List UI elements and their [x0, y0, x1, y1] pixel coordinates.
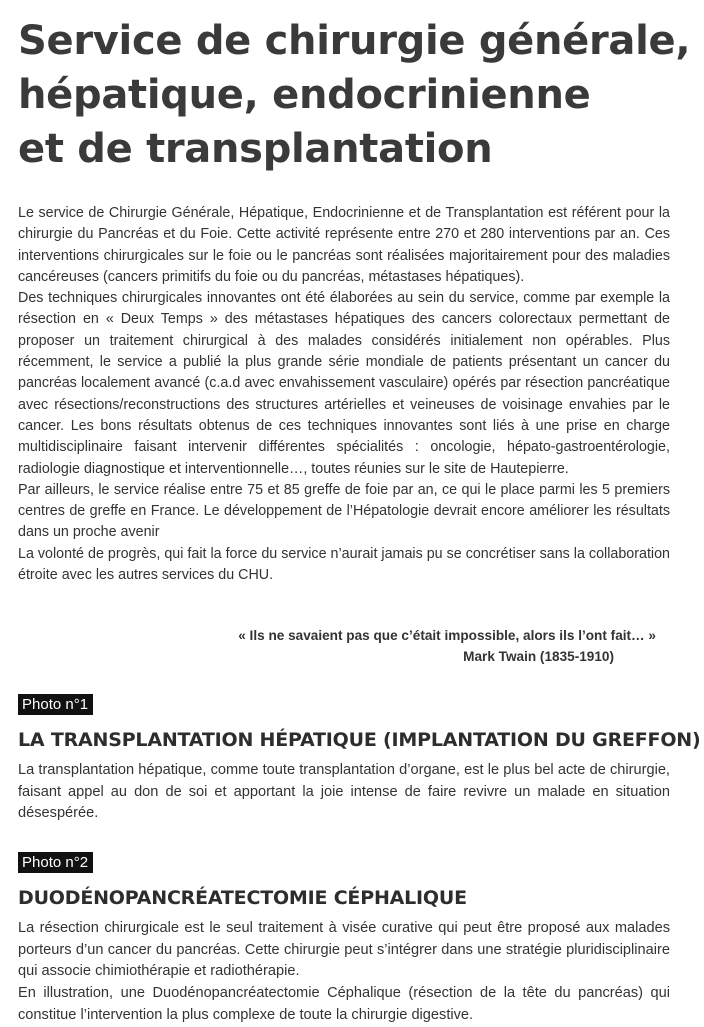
photo-2-badge: Photo n°2 [18, 852, 93, 873]
title-line-2: hépatique, endocrinienne [18, 72, 591, 118]
quote-text: « Ils ne savaient pas que c’était impossible, alors ils l’ont fait… » [238, 628, 656, 643]
page-title [18, 14, 691, 176]
title-line-3: et de transplantation [18, 126, 493, 172]
intro-paragraph-4: La volonté de progrès, qui fait la force du service n’aurait jamais pu se concrétiser sans la collaboration étroite avec les autres services du CHU. [18, 545, 670, 584]
title-line-1: Service de chirurgie générale, [18, 18, 691, 64]
photo-2-paragraph-2: En illustration, une Duodénopancréatectomie Céphalique (résection de la tête du pancréas) qui constitue l’intervention la plus complexe de toute la chirurgie digestive. [18, 985, 670, 1023]
intro-text [18, 203, 670, 586]
photo-2-text [18, 918, 670, 1027]
photo-1-heading: LA TRANSPLANTATION HÉPATIQUE (IMPLANTATION DU GREFFON) [18, 729, 701, 751]
photo-2-paragraph-1: La résection chirurgicale est le seul traitement à visée curative qui peut être proposé aux malades porteurs d’un cancer du pancréas. Cette chirurgie peut s’intégrer dans une stratégie pluridisciplinaire qui associe chimiothérapie et radiothérapie. [18, 920, 670, 980]
intro-paragraph-3: Par ailleurs, le service réalise entre 75 et 85 greffe de foie par an, ce qui le place parmi les 5 premiers centres de greffe en France. Le développement de l’Hépatologie devrait encore améliorer les résultats dans un proche avenir [18, 481, 670, 541]
photo-1-paragraph: La transplantation hépatique, comme toute transplantation d’organe, est le plus bel acte de chirurgie, faisant appel au don de soi et apportant la joie intense de faire revivre un malade en situation désespérée. [18, 762, 670, 822]
photo-2-heading: DUODÉNOPANCRÉATECTOMIE CÉPHALIQUE [18, 887, 467, 909]
intro-paragraph-2: Des techniques chirurgicales innovantes ont été élaborées au sein du service, comme par exemple la résection en « Deux Temps » des métastases hépatiques des cancers colorectaux permettant de proposer un traitement chirurgical à des malades considérés initialement non opérables. Plus récemment, le service a publié la plus grande série mondiale de patients présentant un cancer du pancréas localement avancé (c.a.d avec envahissement vasculaire) opérés par résection pancréatique avec résections/reconstructions des structures artérielles et veineuses de voisinage envahies par le cancer. Les bons résultats obtenus de ces techniques innovantes sont liés à une prise en charge multidisciplinaire faisant intervenir différentes spécialités : oncologie, hépato-gastroentérologie, radiologie diagnostique et interventionnelle…, toutes réunies sur le site de Hautepierre. [18, 290, 670, 477]
photo-1-text [18, 760, 670, 825]
photo-1-badge: Photo n°1 [18, 694, 93, 715]
quote-author: Mark Twain (1835-1910) [463, 649, 614, 664]
intro-paragraph-1: Le service de Chirurgie Générale, Hépatique, Endocrinienne et de Transplantation est référent pour la chirurgie du Pancréas et du Foie. Cette activité représente entre 270 et 280 interventions par an. Ces interventions chirurgicales sur le foie ou le pancréas sont réalisées majoritairement pour des maladies cancéreuses (cancers primitifs du foie ou du pancréas, métastases hépatiques). [18, 205, 670, 285]
quote-block [0, 625, 656, 667]
